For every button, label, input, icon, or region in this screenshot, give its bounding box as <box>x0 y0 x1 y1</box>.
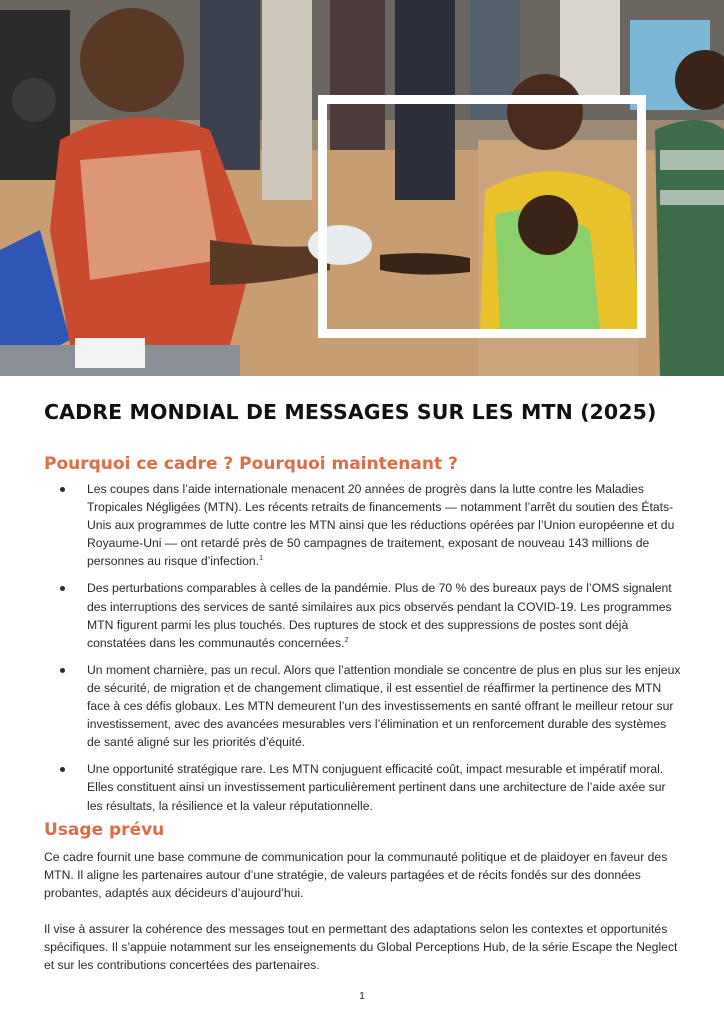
photo-highlight-frame <box>318 95 646 338</box>
bullet-item <box>44 480 682 570</box>
bullet-item <box>44 661 682 751</box>
bullet-text: Un moment charnière, pas un recul. Alors que l’attention mondiale se concentre de plus en plus sur les enjeux de sécurité, de migration et de changement climatique, il est essentiel de réaffirmer la pertinence des MTN face à ces défis globaux. Les MTN demeurent l’un des investissements en santé offrant le meilleur retour sur investissement, avec des avancées mesurables vers l’élimination et un renforcement durable des systèmes de santé aligné sur les priorités d’équité. <box>87 662 681 750</box>
document-title: CADRE MONDIAL DE MESSAGES SUR LES MTN (2025) <box>44 400 657 424</box>
footnote-ref: 1 <box>259 555 263 563</box>
page-number: 1 <box>359 991 365 1002</box>
section-heading-usage: Usage prévu <box>44 820 165 840</box>
why-bullet-list <box>44 480 682 824</box>
footnote-ref: 2 <box>344 636 349 644</box>
usage-paragraph-2: Il vise à assurer la cohérence des messages tout en permettant des adaptations selon les contextes et opportunités spécifiques. Il s’appuie notamment sur les enseignements du Global Perceptions Hub, de la série Escape the Neglect et sur les contributions concertées des partenaires. <box>44 922 678 973</box>
section-heading-why: Pourquoi ce cadre ? Pourquoi maintenant ? <box>44 454 458 474</box>
bullet-dot <box>60 586 65 591</box>
bullet-text: Des perturbations comparables à celles de la pandémie. Plus de 70 % des bureaux pays de l’OMS signalent des interruptions des services de santé similaires aux pics observés pendant la COVID-19. Les programmes MTN figurent parmi les plus touchés. Des ruptures de stock et des suppressions de postes sont déjà constatées dans les communautés concernées. <box>87 581 672 650</box>
bullet-text: Les coupes dans l’aide internationale menacent 20 années de progrès dans la lutte contre les Maladies Tropicales Négligées (MTN). Les récents retraits de financements — notamment l’arrêt du soutien des États-Unis aux programmes de lutte contre les MTN ainsi que les réductions opérées par l’Union européenne et du Royaume-Uni — ont retardé près de 50 campagnes de traitement, exposant de nouveau 143 millions de personnes au risque d’infection. <box>87 482 675 569</box>
hero-photo <box>0 0 724 376</box>
bullet-dot <box>60 487 65 492</box>
bullet-dot <box>60 767 65 772</box>
bullet-text: Une opportunité stratégique rare. Les MTN conjuguent efficacité coût, impact mesurable et impératif moral. Elles constituent ainsi un investissement particulièrement pertinent dans une architecture de l’aide axée sur les résultats, la résilience et la valeur réputationnelle. <box>87 762 666 813</box>
bullet-item <box>44 579 682 651</box>
bullet-dot <box>60 668 65 673</box>
usage-paragraph-1: Ce cadre fournit une base commune de communication pour la communauté politique et de plaidoyer en faveur des MTN. Il aligne les partenaires autour d’une stratégie, de valeurs partagées et de récits fondés sur des données probantes, adaptés aux décideurs d’aujourd’hui. <box>44 850 668 901</box>
bullet-item <box>44 760 682 814</box>
